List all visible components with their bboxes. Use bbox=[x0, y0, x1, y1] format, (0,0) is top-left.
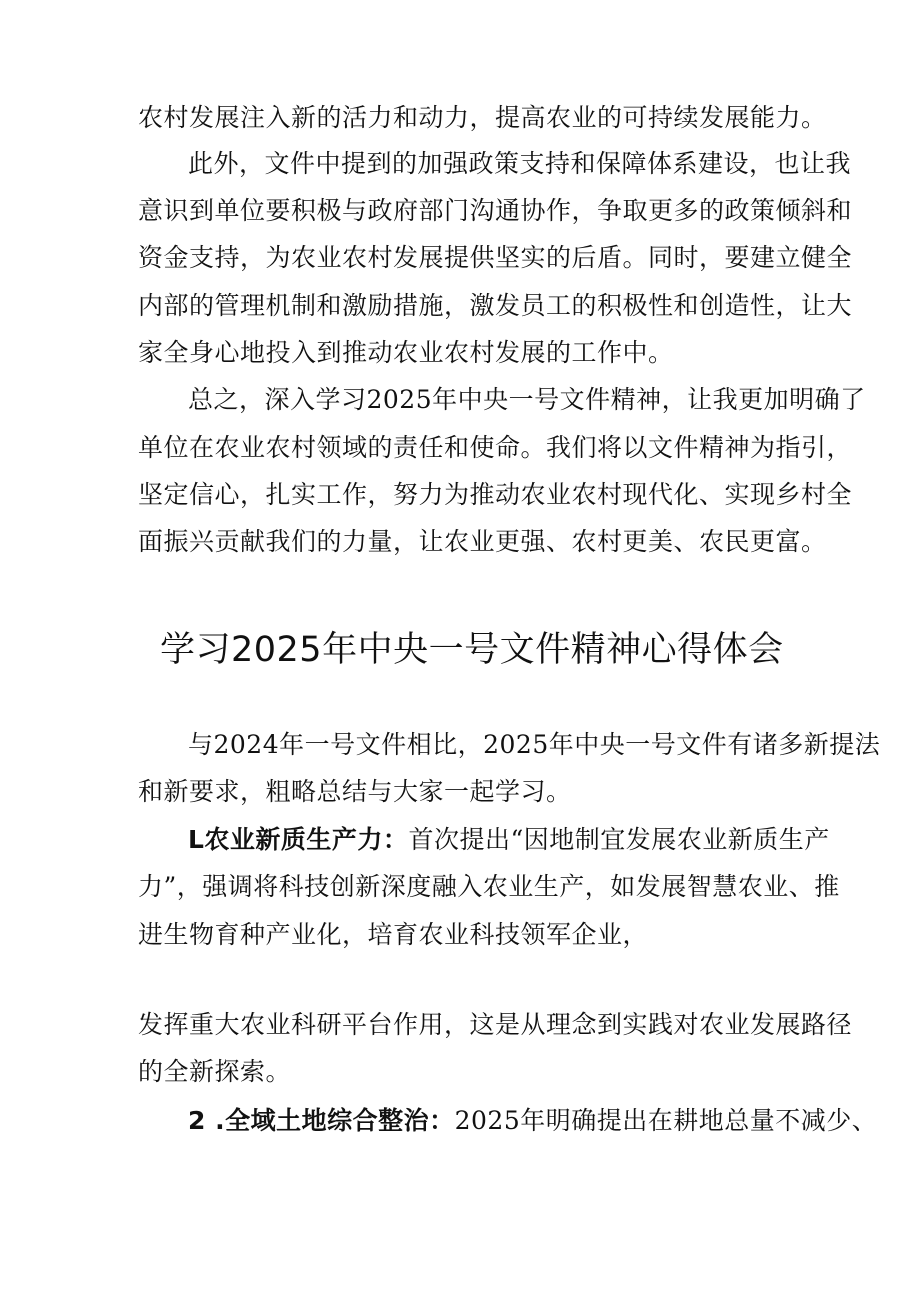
paragraph-2-line-2: 意识到单位要积极与政府部门沟通协作，争取更多的政策倾斜和 bbox=[138, 196, 853, 225]
item-1-line-1 bbox=[188, 825, 830, 855]
paragraph-2-line-1: 此外，文件中提到的加强政策支持和保障体系建设，也让我 bbox=[188, 149, 852, 178]
section-title: 学习2025年中央一号文件精神心得体会 bbox=[160, 630, 784, 670]
item-2-text: 2025年明确提出在耕地总量不减少、 bbox=[454, 1106, 878, 1135]
intro-line-1: 与2024年一号文件相比，2025年中央一号文件有诸多新提法 bbox=[188, 730, 881, 759]
paragraph-4-line-2: 的全新探索。 bbox=[138, 1057, 292, 1086]
paragraph-3-line-3: 坚定信心，扎实工作，努力为推动农业农村现代化、实现乡村全 bbox=[138, 480, 853, 509]
intro-line-2: 和新要求，粗略总结与大家一起学习。 bbox=[138, 777, 572, 806]
paragraph-4-line-1: 发挥重大农业科研平台作用，这是从理念到实践对农业发展路径 bbox=[138, 1010, 853, 1039]
paragraph-3-line-1: 总之，深入学习2025年中央一号文件精神，让我更加明确了 bbox=[188, 385, 866, 414]
paragraph-2-line-3: 资金支持，为农业农村发展提供坚实的后盾。同时，要建立健全 bbox=[138, 243, 853, 272]
item-1-text: 首次提出“因地制宜发展农业新质生产 bbox=[408, 825, 830, 854]
paragraph-3-line-4: 面振兴贡献我们的力量，让农业更强、农村更美、农民更富。 bbox=[138, 527, 827, 556]
paragraph-1-line-1: 农村发展注入新的活力和动力，提高农业的可持续发展能力。 bbox=[138, 103, 827, 132]
item-1-line-2: 力”，强调将科技创新深度融入农业生产，如发展智慧农业、推 bbox=[138, 872, 840, 901]
paragraph-3-line-2: 单位在农业农村领域的责任和使命。我们将以文件精神为指引， bbox=[138, 433, 853, 462]
item-2-line-1 bbox=[188, 1106, 877, 1136]
paragraph-2-line-5: 家全身心地投入到推动农业农村发展的工作中。 bbox=[138, 338, 674, 367]
item-1-line-3: 进生物育种产业化，培育农业科技领军企业， bbox=[138, 920, 649, 949]
paragraph-2-line-4: 内部的管理机制和激励措施，激发员工的积极性和创造性，让大 bbox=[138, 291, 853, 320]
item-2-label: 2 .全域土地综合整治： bbox=[188, 1106, 455, 1135]
item-1-label: L农业新质生产力： bbox=[188, 825, 409, 854]
